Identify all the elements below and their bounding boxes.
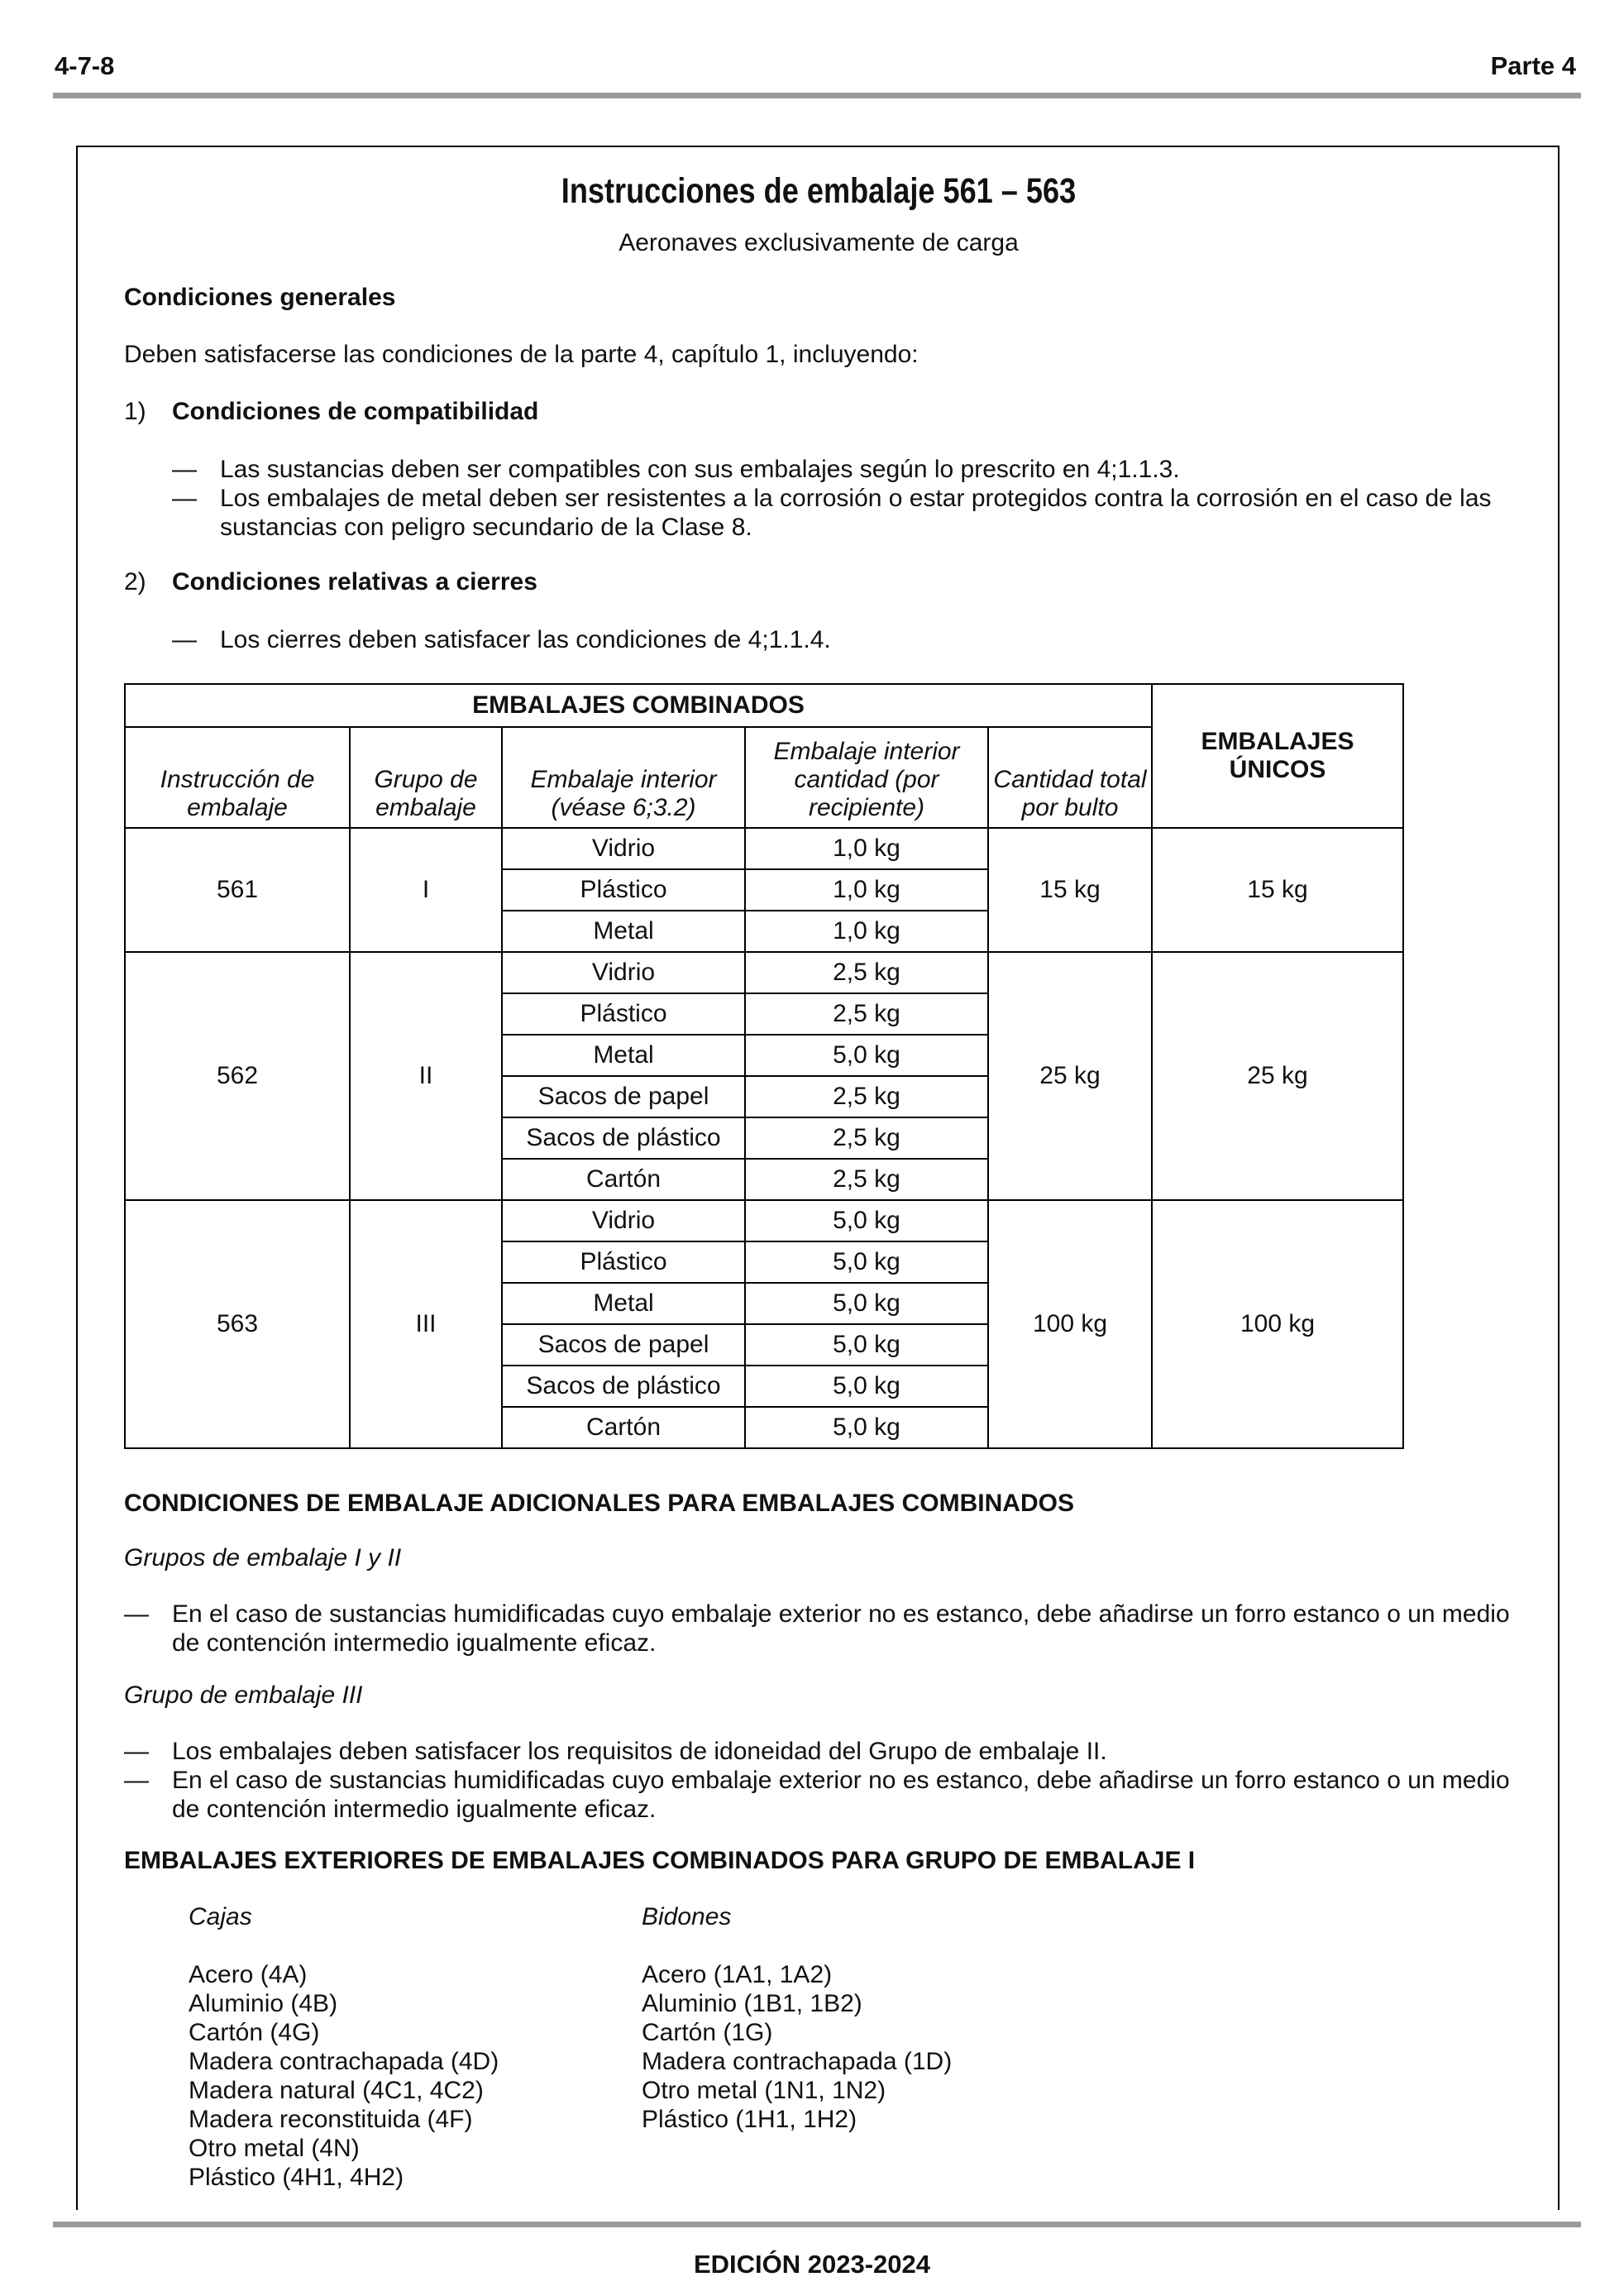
single-header: EMBALAJES ÚNICOS [1152, 684, 1403, 828]
drum-type-item: Madera contrachapada (1D) [642, 2048, 953, 2075]
table-row [125, 1200, 1403, 1241]
list-item: — Las sustancias deben ser compatibles con sus embalajes según lo prescrito en 4;1.1.3. [172, 456, 1180, 483]
inner-packaging-cell: Sacos de papel [502, 1076, 745, 1117]
inner-packaging-cell: Vidrio [502, 1200, 745, 1241]
header-rule [53, 93, 1581, 98]
list-item: — En el caso de sustancias humidificadas cuyo embalaje exterior no es estanco, debe añadirse un forro estanco o un medio de contención intermedio igualmente eficaz. [124, 1767, 1510, 1823]
instruction-frame [76, 146, 1560, 2210]
inner-quantity-cell: 5,0 kg [745, 1283, 988, 1324]
page-subtitle: Aeronaves exclusivamente de carga [619, 229, 1019, 256]
edition-label: EDICIÓN 2023-2024 [693, 2250, 931, 2279]
box-type-item: Madera contrachapada (4D) [189, 2048, 499, 2075]
inner-packaging-cell: Sacos de plástico [502, 1366, 745, 1407]
inner-packaging-cell: Vidrio [502, 952, 745, 993]
inner-quantity-cell: 2,5 kg [745, 1076, 988, 1117]
single-packaging-cell: 100 kg [1152, 1200, 1403, 1448]
boxes-label: Cajas [189, 1903, 252, 1930]
general-intro: Deben satisfacerse las condiciones de la parte 4, capítulo 1, incluyendo: [124, 341, 919, 368]
combined-header: EMBALAJES COMBINADOS [125, 684, 1152, 727]
section-1-heading [124, 397, 538, 426]
packing-table [124, 683, 1404, 1449]
dash-bullet: — [124, 1738, 149, 1765]
drums-label: Bidones [642, 1903, 732, 1930]
table-row [125, 952, 1403, 993]
closures-list [172, 625, 1512, 654]
table-row [125, 828, 1403, 869]
drum-type-item: Cartón (1G) [642, 2019, 773, 2046]
col-total-qty: Cantidad total por bulto [988, 727, 1152, 828]
inner-quantity-cell: 5,0 kg [745, 1035, 988, 1076]
compatibility-list [172, 455, 1512, 542]
dash-bullet: — [172, 485, 197, 512]
section-2-heading [124, 567, 537, 596]
inner-quantity-cell: 1,0 kg [745, 828, 988, 869]
section-title: Condiciones de compatibilidad [172, 398, 539, 425]
page-number: 4-7-8 [55, 51, 115, 80]
inner-packaging-cell: Metal [502, 1283, 745, 1324]
col-inner: Embalaje interior (véase 6;3.2) [502, 727, 745, 828]
inner-quantity-cell: 1,0 kg [745, 869, 988, 911]
drum-type-item: Acero (1A1, 1A2) [642, 1961, 833, 1988]
group-cell: I [350, 828, 502, 952]
additional-heading: CONDICIONES DE EMBALAJE ADICIONALES PARA EMBALAJES COMBINADOS [124, 1490, 1074, 1517]
box-type-item: Acero (4A) [189, 1961, 308, 1988]
col-inner-qty: Embalaje interior cantidad (por recipiente) [745, 727, 988, 828]
inner-quantity-cell: 2,5 kg [745, 1117, 988, 1159]
inner-packaging-cell: Metal [502, 1035, 745, 1076]
inner-packaging-cell: Sacos de papel [502, 1324, 745, 1366]
group-iii-label: Grupo de embalaje III [124, 1681, 363, 1709]
inner-packaging-cell: Vidrio [502, 828, 745, 869]
inner-packaging-cell: Plástico [502, 869, 745, 911]
dash-bullet: — [172, 456, 197, 483]
section-number: 1) [124, 398, 146, 425]
inner-quantity-cell: 1,0 kg [745, 911, 988, 952]
drum-type-item: Plástico (1H1, 1H2) [642, 2106, 857, 2133]
inner-packaging-cell: Metal [502, 911, 745, 952]
inner-quantity-cell: 5,0 kg [745, 1200, 988, 1241]
inner-quantity-cell: 2,5 kg [745, 1159, 988, 1200]
inner-quantity-cell: 2,5 kg [745, 993, 988, 1035]
inner-quantity-cell: 5,0 kg [745, 1324, 988, 1366]
inner-quantity-cell: 5,0 kg [745, 1407, 988, 1448]
total-quantity-cell: 15 kg [988, 828, 1152, 952]
page-title: Instrucciones de embalaje 561 – 563 [561, 171, 1077, 211]
inner-packaging-cell: Cartón [502, 1159, 745, 1200]
general-heading: Condiciones generales [124, 284, 396, 311]
group-i-ii-list [124, 1600, 1513, 1657]
inner-packaging-cell: Plástico [502, 993, 745, 1035]
box-type-item: Madera reconstituida (4F) [189, 2106, 473, 2133]
col-group: Grupo de embalaje [350, 727, 502, 828]
single-packaging-cell: 25 kg [1152, 952, 1403, 1200]
box-type-item: Plástico (4H1, 4H2) [189, 2164, 404, 2191]
dash-bullet: — [172, 626, 197, 653]
inner-quantity-cell: 5,0 kg [745, 1241, 988, 1283]
inner-quantity-cell: 5,0 kg [745, 1366, 988, 1407]
drum-type-item: Aluminio (1B1, 1B2) [642, 1990, 862, 2017]
inner-packaging-cell: Cartón [502, 1407, 745, 1448]
inner-quantity-cell: 2,5 kg [745, 952, 988, 993]
list-item: — Los cierres deben satisfacer las condiciones de 4;1.1.4. [172, 626, 831, 653]
instruction-cell: 561 [125, 828, 350, 952]
group-cell: II [350, 952, 502, 1200]
inner-packaging-cell: Sacos de plástico [502, 1117, 745, 1159]
dash-bullet: — [124, 1767, 149, 1794]
part-label: Parte 4 [1490, 51, 1576, 80]
box-type-item: Madera natural (4C1, 4C2) [189, 2077, 484, 2104]
box-type-item: Aluminio (4B) [189, 1990, 338, 2017]
section-number: 2) [124, 568, 146, 596]
list-item: — En el caso de sustancias humidificadas cuyo embalaje exterior no es estanco, debe añadirse un forro estanco o un medio de contención intermedio igualmente eficaz. [124, 1600, 1510, 1657]
instruction-cell: 563 [125, 1200, 350, 1448]
footer-rule [53, 2222, 1581, 2227]
group-iii-list [124, 1737, 1513, 1824]
outer-heading: EMBALAJES EXTERIORES DE EMBALAJES COMBINADOS PARA GRUPO DE EMBALAJE I [124, 1847, 1196, 1874]
total-quantity-cell: 100 kg [988, 1200, 1152, 1448]
drum-type-item: Otro metal (1N1, 1N2) [642, 2077, 886, 2104]
instruction-cell: 562 [125, 952, 350, 1200]
section-title: Condiciones relativas a cierres [172, 568, 537, 596]
dash-bullet: — [124, 1600, 149, 1628]
box-type-item: Otro metal (4N) [189, 2135, 360, 2162]
list-item: — Los embalajes de metal deben ser resistentes a la corrosión o estar protegidos contra la corrosión en el caso de las sustancias con peligro secundario de la Clase 8. [172, 485, 1492, 541]
group-i-ii-label: Grupos de embalaje I y II [124, 1544, 402, 1571]
single-packaging-cell: 15 kg [1152, 828, 1403, 952]
col-instruction: Instrucción de embalaje [125, 727, 350, 828]
drums-column [642, 1902, 1105, 2134]
total-quantity-cell: 25 kg [988, 952, 1152, 1200]
list-item: — Los embalajes deben satisfacer los requisitos de idoneidad del Grupo de embalaje II. [124, 1738, 1107, 1765]
boxes-column [189, 1902, 652, 2192]
group-cell: III [350, 1200, 502, 1448]
box-type-item: Cartón (4G) [189, 2019, 320, 2046]
inner-packaging-cell: Plástico [502, 1241, 745, 1283]
